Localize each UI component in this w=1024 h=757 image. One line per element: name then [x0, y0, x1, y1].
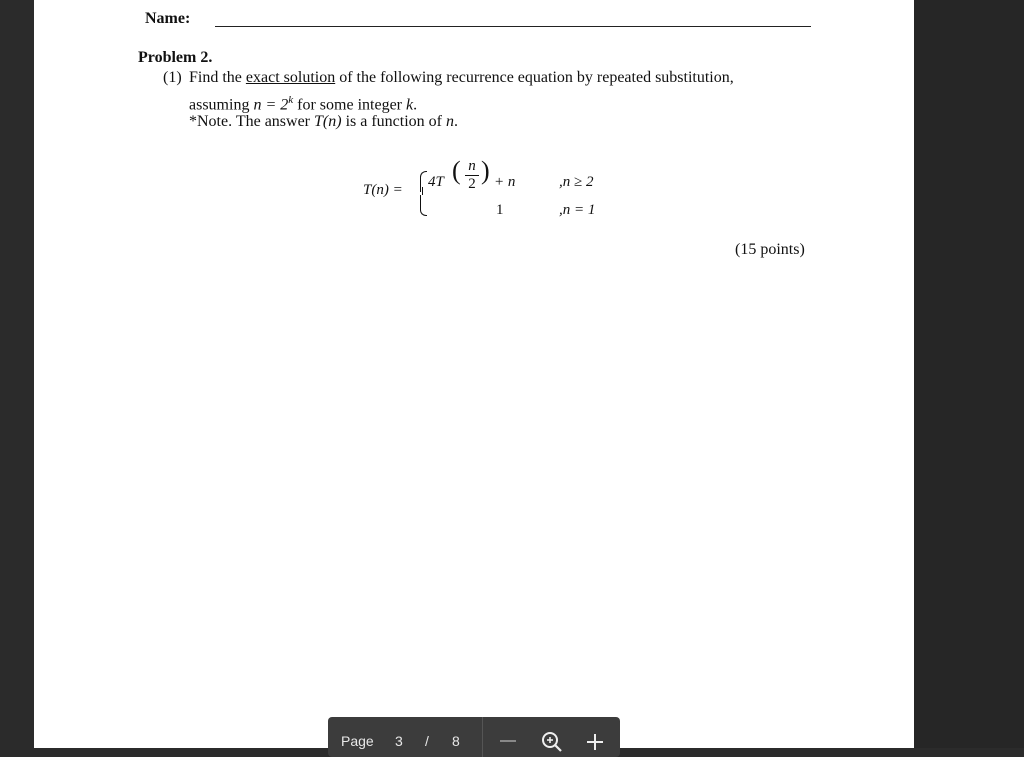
equation-lhs: T(n) = — [363, 182, 403, 198]
note-line: *Note. The answer T(n) is a function of n. — [189, 113, 458, 130]
pdf-toolbar — [328, 717, 620, 757]
fraction-denominator: 2 — [468, 176, 476, 192]
brace-mid — [416, 187, 423, 195]
total-pages: 8 — [452, 733, 460, 749]
left-paren: ( — [452, 156, 461, 185]
toolbar-divider — [482, 717, 483, 757]
problem-line-1: Find the exact solution of the following recurrence equation by repeated substitution, — [189, 69, 734, 86]
zoom-fit-icon[interactable] — [541, 731, 563, 753]
problem-line-2: assuming $n = 2^k$ for some integer k. — [189, 94, 418, 114]
page-separator: / — [425, 733, 429, 749]
problem-title: Problem 2. — [138, 49, 213, 66]
fraction — [465, 158, 479, 192]
page-label: Page — [341, 733, 374, 749]
current-page-input[interactable]: 3 — [395, 733, 403, 749]
viewer-background — [914, 0, 1024, 748]
document-page — [34, 0, 914, 748]
item-number: (1) — [163, 69, 182, 86]
points-label: (15 points) — [735, 241, 805, 258]
exact-solution-text: exact solution — [245, 69, 336, 86]
name-underline — [215, 26, 811, 27]
equation-case-1 — [428, 174, 444, 191]
coefficient: 4T — [428, 174, 444, 190]
right-paren: ) — [481, 156, 490, 185]
zoom-out-button[interactable] — [500, 740, 516, 742]
brace-bottom — [420, 195, 427, 216]
name-label: Name: — [145, 10, 191, 27]
equation-case-2: 1 — [496, 202, 504, 218]
condition-1: ,n ≥ 2 — [559, 174, 594, 190]
condition-2: ,n = 1 — [559, 202, 596, 218]
recurrence-equation — [360, 156, 620, 230]
fraction-numerator: n — [468, 158, 476, 174]
plus-n-term: + n — [494, 174, 516, 190]
